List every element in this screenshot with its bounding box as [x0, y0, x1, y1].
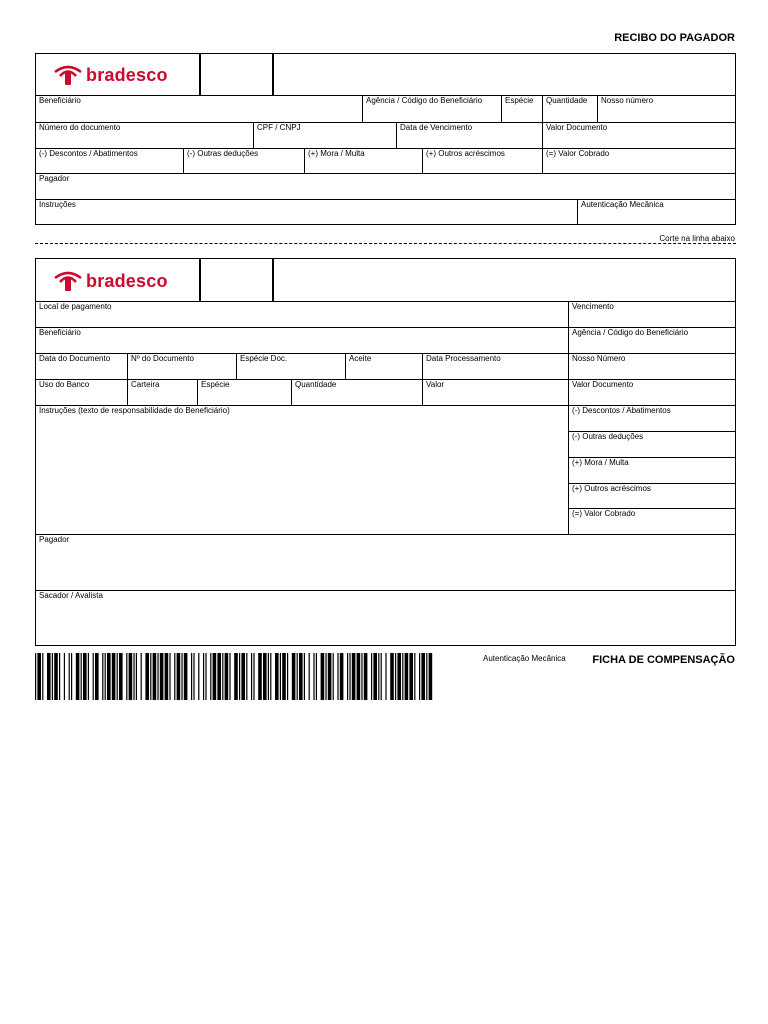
barcode-bar	[304, 653, 305, 700]
receipt-numero-documento-label: Número do documento	[39, 123, 121, 132]
barcode-bar	[373, 653, 377, 700]
barcode-bar	[234, 653, 238, 700]
barcode-bar	[102, 653, 103, 700]
barcode-bar	[71, 653, 72, 700]
receipt-valor-cobrado-label: (=) Valor Cobrado	[546, 149, 610, 158]
receipt-pagador-label: Pagador	[39, 174, 70, 183]
barcode-bar	[405, 653, 409, 700]
barcode-bar	[165, 653, 169, 700]
barcode-bar	[35, 653, 36, 700]
slip-logo	[52, 270, 168, 292]
receipt-especie-label: Espécie	[505, 96, 534, 105]
receipt-beneficiario-label: Beneficiário	[39, 96, 81, 105]
receipt-title: RECIBO DO PAGADOR	[614, 32, 735, 44]
barcode-bar	[177, 653, 181, 700]
barcode-bar	[421, 653, 425, 700]
barcode-bar	[64, 653, 65, 700]
divider	[253, 122, 254, 148]
barcode-bar	[429, 653, 433, 700]
barcode-bar	[160, 653, 164, 700]
barcode-bar	[333, 653, 334, 700]
barcode-bar	[292, 653, 296, 700]
slip-valor-cobrado-label: (=) Valor Cobrado	[572, 509, 636, 518]
barcode-bar	[210, 653, 211, 700]
cut-line-label: Corte na linha abaixo	[659, 234, 735, 243]
divider	[272, 259, 274, 301]
divider	[568, 301, 569, 534]
barcode-bar	[352, 653, 356, 700]
barcode-bar	[371, 653, 372, 700]
divider	[35, 173, 736, 174]
divider	[542, 148, 543, 173]
barcode-bar	[340, 653, 344, 700]
barcode-bar	[52, 653, 53, 700]
barcode-bar	[409, 653, 413, 700]
receipt-outras-deducoes-label: (-) Outras deduções	[187, 149, 259, 158]
barcode-bar	[93, 653, 94, 700]
barcode-bar	[268, 653, 269, 700]
barcode-bar	[42, 653, 43, 700]
divider	[183, 148, 184, 173]
barcode-bar	[203, 653, 204, 700]
slip-especie-doc-label: Espécie Doc.	[240, 354, 288, 363]
barcode-bar	[299, 653, 303, 700]
slip-numero-documento-label: Nº do Documento	[131, 354, 194, 363]
barcode-bar	[157, 653, 158, 700]
barcode-bar	[88, 653, 89, 700]
barcode-bar	[225, 653, 229, 700]
slip-instrucoes-label: Instruções (texto de responsabilidade do Beneficiário)	[39, 406, 230, 415]
slip-mora-multa-label: (+) Mora / Multa	[572, 458, 629, 467]
barcode-bar	[385, 653, 386, 700]
divider	[542, 95, 543, 122]
barcode-bar	[59, 653, 60, 700]
barcode-bar	[229, 653, 230, 700]
barcode-bar	[76, 653, 80, 700]
divider	[422, 148, 423, 173]
barcode-bar	[222, 653, 223, 700]
barcode-bar	[153, 653, 157, 700]
receipt-valor-documento-label: Valor Documento	[546, 123, 608, 132]
barcode-bar	[390, 653, 394, 700]
barcode-bar	[126, 653, 127, 700]
receipt-bank-name: bradesco	[86, 64, 168, 85]
barcode-bar	[361, 653, 362, 700]
slip-especie-label: Espécie	[201, 380, 230, 389]
slip-sacador-label: Sacador / Avalista	[39, 591, 103, 600]
slip-pagador-label: Pagador	[39, 535, 70, 544]
barcode-bar	[419, 653, 420, 700]
barcode-bar	[364, 653, 368, 700]
receipt-nosso-numero-label: Nosso número	[601, 96, 654, 105]
barcode-bar	[174, 653, 175, 700]
divider	[304, 148, 305, 173]
slip-form	[35, 258, 736, 646]
barcode-bar	[95, 653, 99, 700]
barcode-bar	[297, 653, 298, 700]
barcode-bar	[275, 653, 279, 700]
divider	[35, 534, 736, 535]
barcode-bar	[129, 653, 133, 700]
barcode-bar	[193, 653, 194, 700]
barcode-bar	[141, 653, 142, 700]
divider	[272, 54, 274, 95]
barcode-bar	[337, 653, 338, 700]
bradesco-logo-icon	[52, 270, 84, 292]
barcode-bar	[395, 653, 396, 700]
slip-outros-acrescimos-label: (+) Outros acréscimos	[572, 484, 651, 493]
slip-agencia-label: Agência / Código do Beneficiário	[572, 328, 689, 337]
barcode-bar	[213, 653, 217, 700]
divider	[236, 353, 237, 379]
receipt-vencimento-label: Data de Vencimento	[400, 123, 473, 132]
barcode-bar	[349, 653, 350, 700]
barcode-bar	[282, 653, 286, 700]
barcode-bar	[198, 653, 199, 700]
slip-nosso-numero-label: Nosso Número	[572, 354, 626, 363]
bradesco-logo-icon	[52, 64, 84, 86]
barcode-bar	[251, 653, 252, 700]
receipt-autenticacao-label: Autenticação Mecânica	[581, 200, 664, 209]
barcode-bar	[119, 653, 123, 700]
barcode-bar	[47, 653, 51, 700]
barcode-bar	[253, 653, 254, 700]
barcode-bar	[246, 653, 247, 700]
barcode-bar	[181, 653, 182, 700]
divider	[199, 54, 201, 95]
barcode-bar	[145, 653, 149, 700]
barcode-bar	[316, 653, 317, 700]
receipt-mora-multa-label: (+) Mora / Multa	[308, 149, 365, 158]
divider	[197, 379, 198, 405]
slip-valor-label: Valor	[426, 380, 445, 389]
slip-carteira-label: Carteira	[131, 380, 160, 389]
divider	[35, 301, 736, 302]
divider	[396, 122, 397, 148]
barcode-bar	[328, 653, 332, 700]
barcode-bar	[105, 653, 106, 700]
receipt-instrucoes-label: Instruções	[39, 200, 76, 209]
barcode-bar	[414, 653, 415, 700]
divider	[35, 148, 736, 149]
receipt-logo	[52, 64, 168, 86]
barcode-bar	[321, 653, 325, 700]
barcode-icon	[35, 653, 435, 700]
barcode-bar	[191, 653, 192, 700]
slip-beneficiario-label: Beneficiário	[39, 328, 81, 337]
barcode-bar	[83, 653, 87, 700]
barcode-bar	[258, 653, 262, 700]
slip-vencimento-label: Vencimento	[572, 302, 614, 311]
slip-valor-documento-label: Valor Documento	[572, 380, 634, 389]
divider	[542, 122, 543, 148]
barcode-bar	[150, 653, 151, 700]
barcode-bar	[241, 653, 245, 700]
divider	[597, 95, 598, 122]
slip-autenticacao-label: Autenticação Mecânica	[483, 654, 566, 663]
cut-line	[35, 243, 736, 244]
slip-data-documento-label: Data do Documento	[39, 354, 111, 363]
receipt-cpf-cnpj-label: CPF / CNPJ	[257, 123, 301, 132]
slip-aceite-label: Aceite	[349, 354, 372, 363]
barcode-bar	[169, 653, 170, 700]
barcode-bar	[402, 653, 403, 700]
barcode-bar	[133, 653, 134, 700]
receipt-quantidade-label: Quantidade	[546, 96, 588, 105]
barcode-bar	[313, 653, 314, 700]
barcode-bar	[217, 653, 221, 700]
barcode-bar	[239, 653, 240, 700]
barcode-bar	[325, 653, 326, 700]
slip-footer-title: FICHA DE COMPENSAÇÃO	[592, 654, 735, 666]
barcode-bar	[184, 653, 188, 700]
divider	[362, 95, 363, 122]
divider	[345, 353, 346, 379]
barcode-bar	[378, 653, 379, 700]
divider	[35, 122, 736, 123]
divider	[291, 379, 292, 405]
barcode-bar	[112, 653, 116, 700]
barcode-bar	[397, 653, 401, 700]
receipt-descontos-label: (-) Descontos / Abatimentos	[39, 149, 138, 158]
slip-data-processamento-label: Data Processamento	[426, 354, 501, 363]
divider	[127, 353, 128, 379]
receipt-outros-acrescimos-label: (+) Outros acréscimos	[426, 149, 505, 158]
slip-local-pagamento-label: Local de pagamento	[39, 302, 112, 311]
slip-uso-banco-label: Uso do Banco	[39, 380, 90, 389]
barcode-bar	[205, 653, 206, 700]
barcode-bar	[107, 653, 111, 700]
barcode-bar	[280, 653, 281, 700]
slip-quantidade-label: Quantidade	[295, 380, 337, 389]
barcode-bar	[426, 653, 427, 700]
divider	[127, 379, 128, 405]
divider	[199, 259, 201, 301]
barcode-bar	[37, 653, 41, 700]
barcode-bar	[347, 653, 348, 700]
barcode-bar	[81, 653, 82, 700]
barcode-bar	[54, 653, 58, 700]
slip-outras-deducoes-label: (-) Outras deduções	[572, 432, 644, 441]
divider	[501, 95, 502, 122]
barcode-bar	[270, 653, 271, 700]
slip-descontos-label: (-) Descontos / Abatimentos	[572, 406, 671, 415]
barcode-bar	[287, 653, 288, 700]
barcode-bar	[136, 653, 137, 700]
divider	[35, 590, 736, 591]
barcode-bar	[263, 653, 267, 700]
barcode-bar	[381, 653, 382, 700]
barcode-bar	[357, 653, 361, 700]
barcode-bar	[69, 653, 70, 700]
barcode-bar	[309, 653, 310, 700]
slip-bank-name: bradesco	[86, 270, 168, 291]
divider	[577, 199, 578, 225]
barcode-bar	[117, 653, 118, 700]
receipt-agencia-label: Agência / Código do Beneficiário	[366, 96, 483, 105]
